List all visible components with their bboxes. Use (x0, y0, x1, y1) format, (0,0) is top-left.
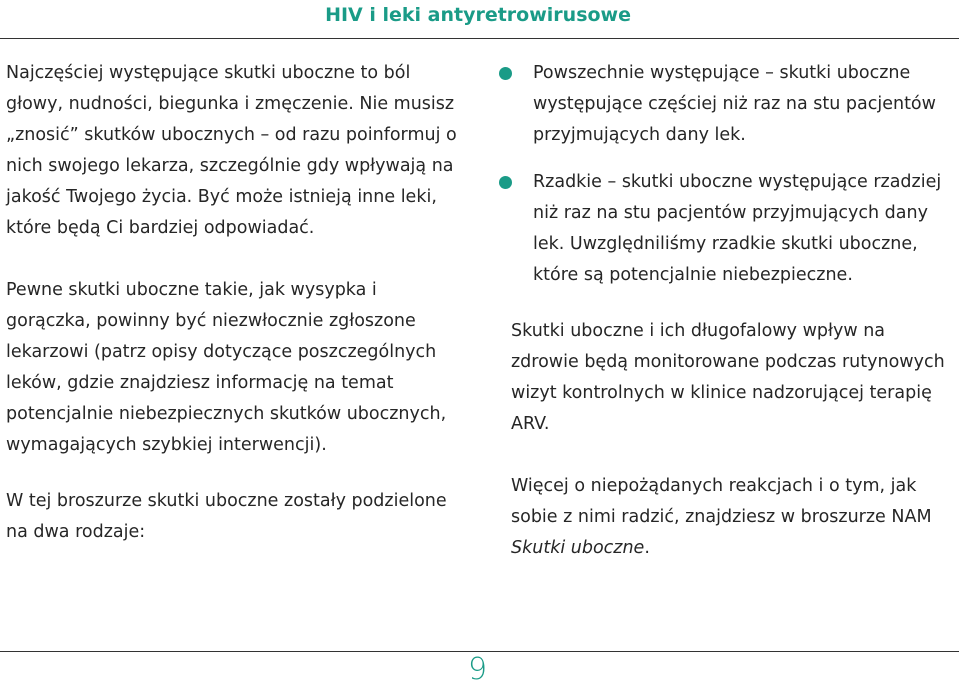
intro-paragraph: Najczęściej występujące skutki uboczne to ból głowy, nudności, biegunka i zmęczenie. Nie musisz „znosić” skutków ubocznych – od razu poinformuj o nich swojego lekarza, szczególnie gdy wpływają na jakość Twojego życia. Być może istnieją inne leki, które będą Ci bardziej odpowiadać. (6, 63, 457, 238)
serious-side-effects-paragraph: Pewne skutki uboczne takie, jak wysypka i gorączka, powinny być niezwłocznie zgłoszone lekarzowi (patrz opisy dotyczące poszczególnych leków, gdzie znajdziesz informację na temat potencjalnie niebezpiecznych skutków ubocznych, wymagających szybkiej interwencji). (6, 280, 447, 455)
monitoring-paragraph: Skutki uboczne i ich długofalowy wpływ na zdrowie będą monitorowane podczas rutynowych wizyt kontrolnych w klinice nadzorującej terapię ARV. (511, 321, 945, 434)
left-column (6, 58, 466, 548)
more-info-paragraph (511, 471, 951, 564)
bullet-item-common (511, 58, 951, 151)
bullet-text-common: Powszechnie występujące – skutki uboczne występujące częściej niż raz na stu pacjentów przyjmujących dany lek. (533, 63, 936, 145)
bullet-dot-icon (499, 176, 512, 189)
bullet-text-rare: Rzadkie – skutki uboczne występujące rzadziej niż raz na stu pacjentów przyjmujących dany lek. Uwzględniliśmy rzadkie skutki uboczne, które są potencjalnie niebezpieczne. (533, 172, 942, 285)
page-number: 9 (468, 652, 488, 687)
right-column (511, 58, 951, 564)
classification-intro-paragraph: W tej broszurze skutki uboczne zostały podzielone na dwa rodzaje: (6, 491, 447, 542)
bullet-item-rare (511, 167, 951, 291)
page-header-title: HIV i leki antyretrowirusowe (325, 4, 631, 26)
more-info-text: Więcej o niepożądanych reakcjach i o tym, jak sobie z nimi radzić, znajdziesz w broszurze NAM (511, 476, 932, 527)
brochure-title: Skutki uboczne (511, 538, 645, 558)
bullet-dot-icon (499, 67, 512, 80)
more-info-end: . (644, 538, 650, 558)
header-divider (0, 38, 959, 39)
